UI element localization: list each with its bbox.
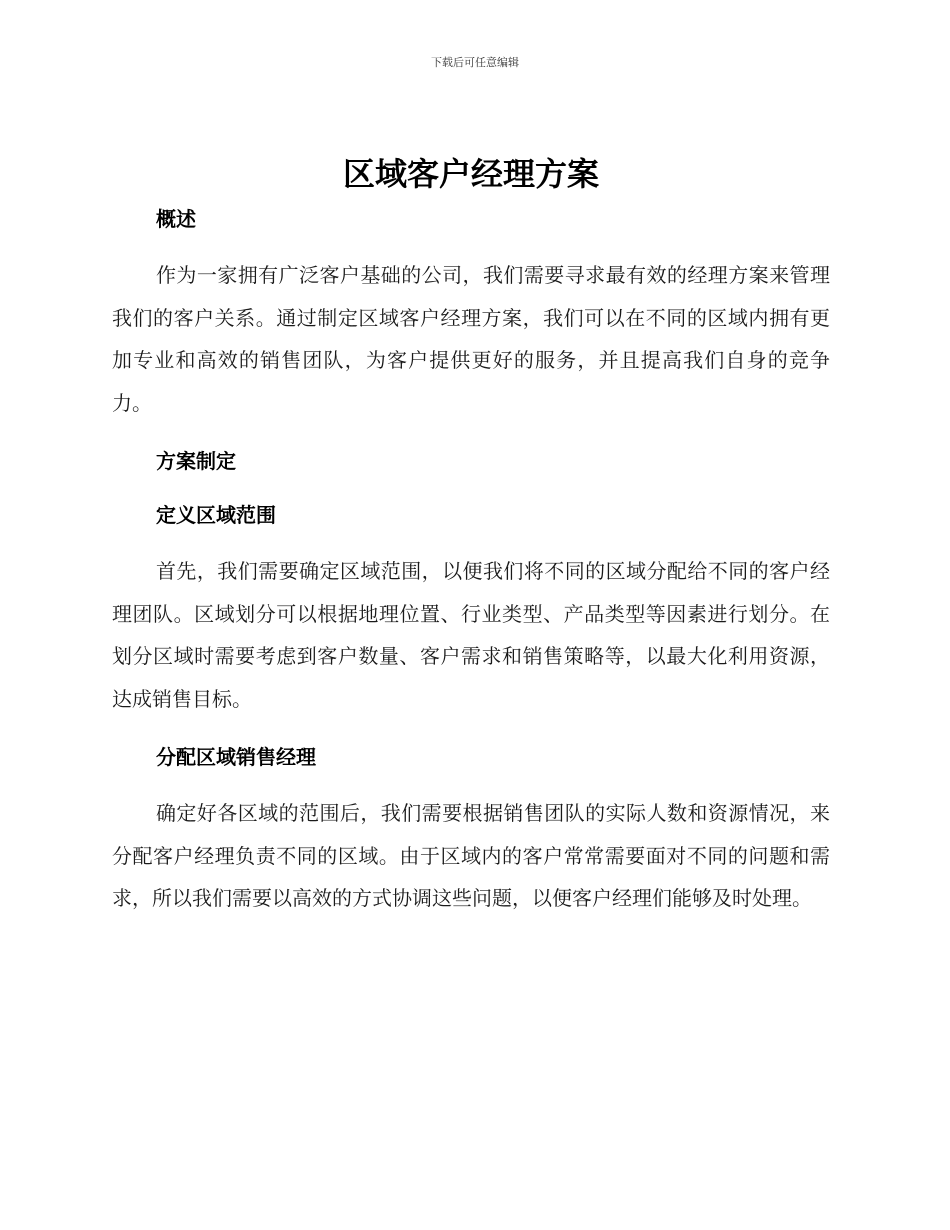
section-heading-plan: 方案制定	[156, 449, 236, 473]
document-title: 区域客户经理方案	[342, 155, 599, 193]
paragraph-assign-manager: 确定好各区域的范围后，我们需要根据销售团队的实际人数和资源情况，来分配客户经理负责不同的区域。由于区域内的客户常常需要面对不同的问题和需求，所以我们需要以高效的方式协调这些问题，以便客户经理们能够及时处理。	[112, 801, 830, 910]
section-heading-assign-manager: 分配区域销售经理	[156, 745, 316, 769]
section-heading-overview: 概述	[156, 207, 196, 231]
header-note: 下载后可任意编辑	[431, 56, 519, 69]
paragraph-define-region: 首先，我们需要确定区域范围，以便我们将不同的区域分配给不同的客户经理团队。区域划分可以根据地理位置、行业类型、产品类型等因素进行划分。在划分区域时需要考虑到客户数量、客户需求和销售策略等，以最大化利用资源，达成销售目标。	[112, 559, 830, 711]
document-body	[112, 148, 830, 920]
section-heading-define-region: 定义区域范围	[156, 503, 276, 527]
paragraph-overview: 作为一家拥有广泛客户基础的公司，我们需要寻求最有效的经理方案来管理我们的客户关系。通过制定区域客户经理方案，我们可以在不同的区域内拥有更加专业和高效的销售团队，为客户提供更好的服务，并且提高我们自身的竞争力。	[112, 263, 830, 415]
